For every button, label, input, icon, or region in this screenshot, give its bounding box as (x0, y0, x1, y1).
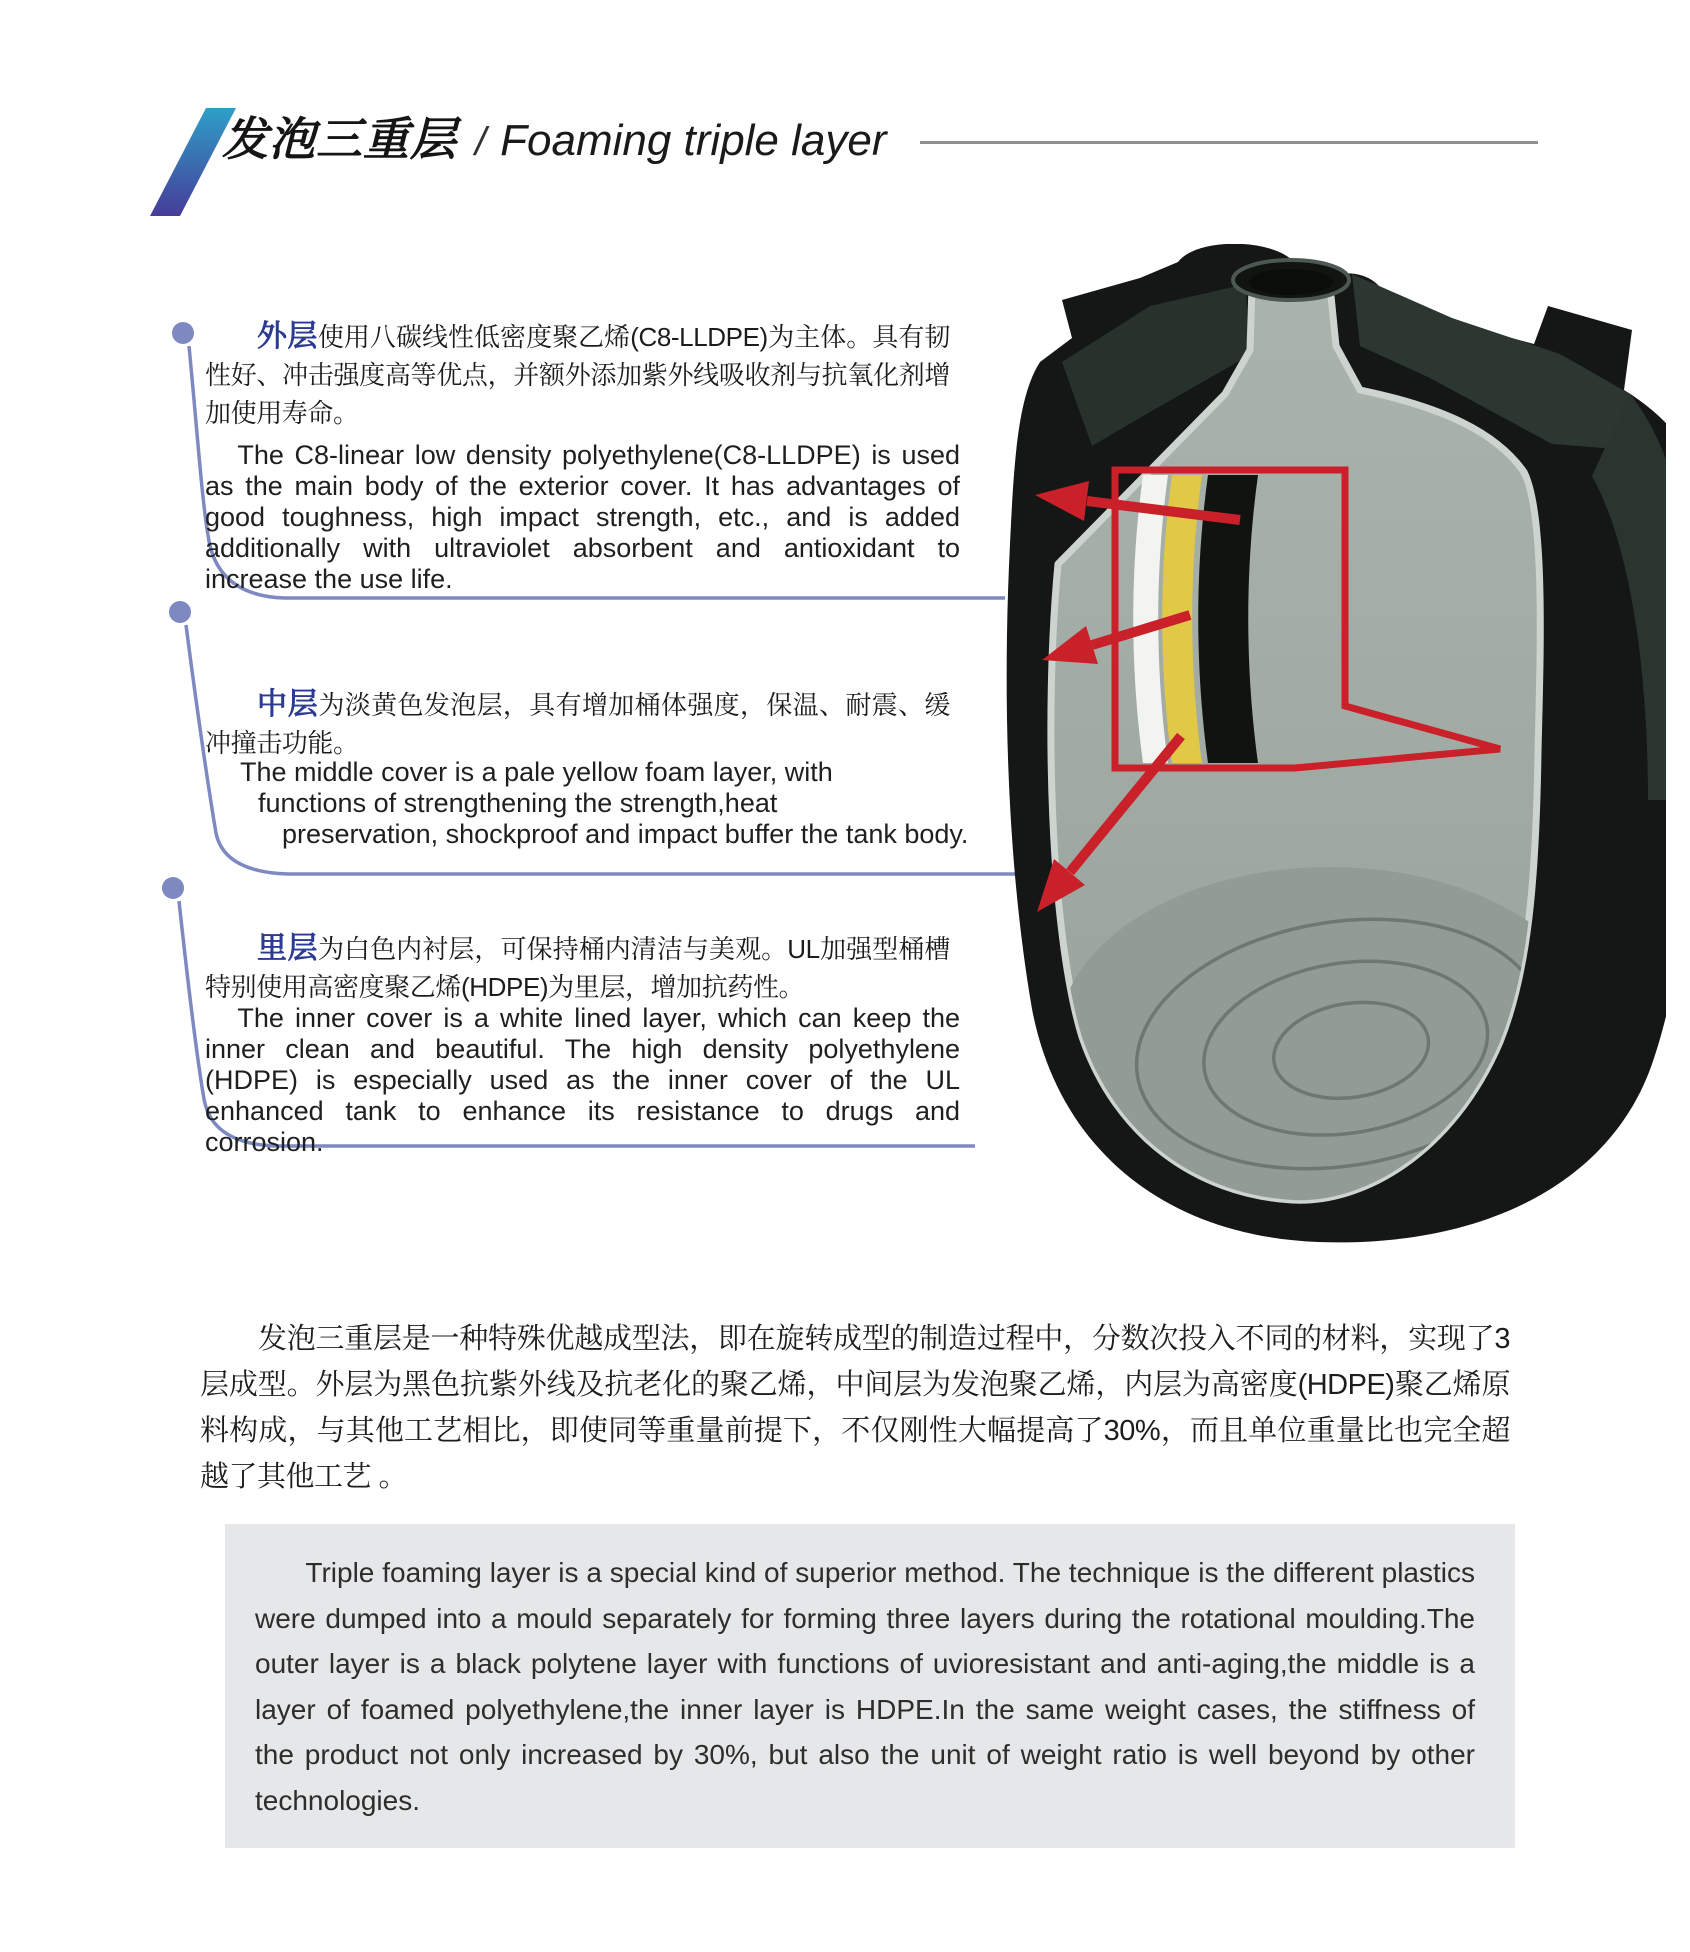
header-rule (920, 141, 1538, 144)
body-paragraph-zh: 发泡三重层是一种特殊优越成型法，即在旋转成型的制造过程中，分数次投入不同的材料，实现了3层成型。外层为黑色抗紫外线及抗老化的聚乙烯，中间层为发泡聚乙烯，内层为高密度(HDPE)聚乙烯原料构成，与其他工艺相比，即使同等重量前提下，不仅刚性大幅提高了30%，而且单位重量比也完全超越了其他工艺 。 (200, 1323, 1510, 1493)
outer-layer-label: 外层 (257, 320, 318, 353)
page-title-en: Foaming triple layer (500, 116, 887, 165)
tank-cutaway-illustration (1000, 244, 1666, 1252)
outer-layer-text-en: The C8-linear low density polyethylene(C8-LLDPE) is used as the main body of the exterior cover. It has advantages of good toughness, high impact strength, etc., and is added additionally with ultraviolet absorbent and antioxidant to increase the use life. (205, 440, 960, 594)
middle-layer-en-line: preservation, shockproof and impact buffer the tank body. (282, 819, 969, 849)
inner-layer-label: 里层 (257, 932, 318, 965)
bullet-dot (172, 322, 194, 344)
page-title-zh: 发泡三重层 (222, 113, 457, 165)
english-summary-box (225, 1524, 1515, 1848)
page-title (222, 103, 887, 169)
middle-layer-text-en (240, 757, 968, 850)
title-separator: / (475, 120, 487, 164)
bullet-dot (169, 601, 191, 623)
outer-layer-text-zh: 外层使用八碳线性低密度聚乙烯(C8-LLDPE)为主体。具有韧性好、冲击强度高等优点，并额外添加紫外线吸收剂与抗氧化剂增加使用寿命。 (205, 320, 950, 428)
inner-layer-text-zh: 里层为白色内衬层，可保持桶内清洁与美观。UL加强型桶槽特别使用高密度聚乙烯(HDPE)为里层，增加抗药性。 (205, 932, 951, 1002)
inner-layer-text-en: The inner cover is a white lined layer, which can keep the inner clean and beautiful. The high density polyethylene (HDPE) is especially used as the inner cover of the UL enhanced tank to enhance its resistance to drugs and corrosion. (205, 1003, 960, 1157)
middle-layer-label: 中层 (257, 688, 319, 721)
middle-layer-en-line: functions of strengthening the strength,heat (258, 788, 778, 818)
bullet-dot (162, 877, 184, 899)
middle-layer-text-zh: 中层为淡黄色发泡层，具有增加桶体强度，保温、耐震、缓冲撞击功能。 (205, 688, 951, 758)
body-paragraph-en: Triple foaming layer is a special kind of superior method. The technique is the different plastics were dumped into a mould separately for forming three layers during the rotational moulding.The outer layer is a black polytene layer with functions of uvioresistant and anti-aging,the middle is a layer of foamed polyethylene,the inner layer is HDPE.In the same weight cases, the stiffness of the product not only increased by 30%, but also the unit of weight ratio is well beyond by other technologies. (255, 1557, 1475, 1816)
middle-layer-en-line: The middle cover is a pale yellow foam layer, with (240, 757, 833, 787)
